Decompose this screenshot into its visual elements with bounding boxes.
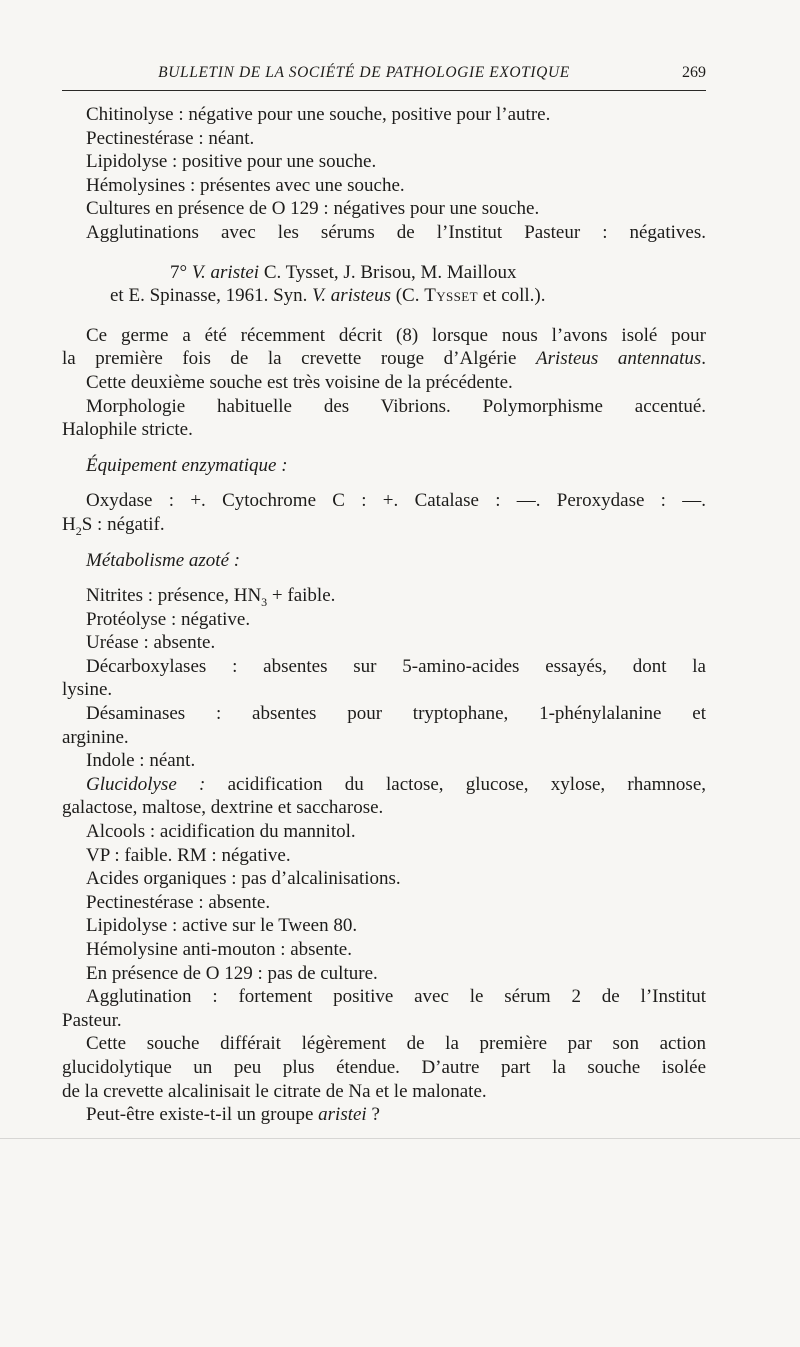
article-body bbox=[62, 103, 706, 1127]
text-line: Nitrites : présence, $HN_3$ + faible. bbox=[86, 585, 336, 609]
text-line: Cette souche différait légèrement de la première par son action bbox=[86, 1033, 706, 1055]
text-line: Indole : néant. bbox=[86, 750, 196, 772]
text-line: Ce germe a été récemment décrit (8) lorsque nous l’avons isolé pour bbox=[86, 324, 706, 346]
text-line: Alcools : acidification du mannitol. bbox=[86, 821, 356, 843]
text-line: Morphologie habituelle des Vibrions. Polymorphisme accentué. bbox=[86, 395, 706, 417]
page-header bbox=[62, 62, 706, 91]
text-line: de la crevette alcalinisait le citrate de Na et le malonate. bbox=[62, 1080, 487, 1102]
text-line: et E. Spinasse, 1961. Syn. V. aristeus (C. Tysset et coll.). bbox=[110, 285, 546, 307]
paragraph-gap bbox=[62, 572, 706, 584]
paragraph-gap bbox=[62, 537, 706, 549]
text-line: Agglutinations avec les sérums de l’Institut Pasteur : négatives. bbox=[86, 221, 706, 243]
text-line: Halophile stricte. bbox=[62, 419, 193, 441]
text-line: Cultures en présence de O 129 : négatives pour une souche. bbox=[86, 198, 540, 220]
text-line: Uréase : absente. bbox=[86, 632, 216, 654]
paragraph-gap bbox=[62, 308, 706, 324]
text-line bbox=[62, 773, 706, 797]
text-line: Équipement enzymatique : bbox=[86, 454, 288, 476]
text-line: Acides organiques : pas d’alcalinisations. bbox=[86, 868, 401, 890]
paragraph-gap bbox=[62, 477, 706, 489]
text-line: Lipidolyse : positive pour une souche. bbox=[86, 151, 377, 173]
text-line: Cette deuxième souche est très voisine de la précédente. bbox=[86, 371, 513, 393]
text-line: Agglutination : fortement positive avec le sérum 2 de l’Institut bbox=[86, 986, 706, 1008]
text-line: Hémolysines : présentes avec une souche. bbox=[86, 174, 405, 196]
paragraph-gap bbox=[62, 442, 706, 454]
glucidolyse-label: Glucidolyse : bbox=[86, 773, 228, 795]
text-line: Oxydase : +. Cytochrome C : +. Catalase : —. Peroxydase : —. bbox=[86, 490, 706, 512]
text-line: Pectinestérase : absente. bbox=[86, 891, 271, 913]
text-line: galactose, maltose, dextrine et saccharose. bbox=[62, 797, 384, 819]
text-line: Décarboxylases : absentes sur 5-amino-acides essayés, dont la bbox=[86, 655, 706, 677]
text-line: Protéolyse : négative. bbox=[86, 608, 251, 630]
running-head: BULLETIN DE LA SOCIÉTÉ DE PATHOLOGIE EXOTIQUE bbox=[158, 64, 570, 81]
text-line: Peut-être existe-t-il un groupe aristei ? bbox=[86, 1104, 380, 1126]
text-line: glucidolytique un peu plus étendue. D’autre part la souche isolée bbox=[62, 1056, 706, 1078]
text-line: En présence de O 129 : pas de culture. bbox=[86, 962, 378, 984]
text-line: Pectinestérase : néant. bbox=[86, 127, 255, 149]
text-line: Chitinolyse : négative pour une souche, positive pour l’autre. bbox=[86, 104, 551, 125]
text-line: VP : faible. RM : négative. bbox=[86, 844, 291, 866]
paragraph-gap bbox=[62, 245, 706, 261]
text-line: 7° V. aristei C. Tysset, J. Brisou, M. Mailloux bbox=[170, 261, 517, 283]
text-line: Pasteur. bbox=[62, 1009, 122, 1031]
text-line: Désaminases : absentes pour tryptophane, 1-phénylalanine et bbox=[86, 703, 706, 725]
text-line: Lipidolyse : active sur le Tween 80. bbox=[86, 915, 358, 937]
text-line: Hémolysine anti-mouton : absente. bbox=[86, 939, 352, 960]
text-line: lysine. bbox=[62, 679, 113, 701]
text-line: la première fois de la crevette rouge d’Algérie Aristeus antennatus. bbox=[62, 348, 707, 370]
text-line: Métabolisme azoté : bbox=[86, 549, 241, 571]
text-line: arginine. bbox=[62, 726, 129, 748]
glucidolyse-text: acidification du lactose, glucose, xylose, rhamnose, bbox=[227, 773, 707, 795]
page-number: 269 bbox=[682, 64, 706, 81]
show-through-line bbox=[0, 1138, 800, 1139]
text-line: $H_2S$ : négatif. bbox=[62, 513, 165, 538]
